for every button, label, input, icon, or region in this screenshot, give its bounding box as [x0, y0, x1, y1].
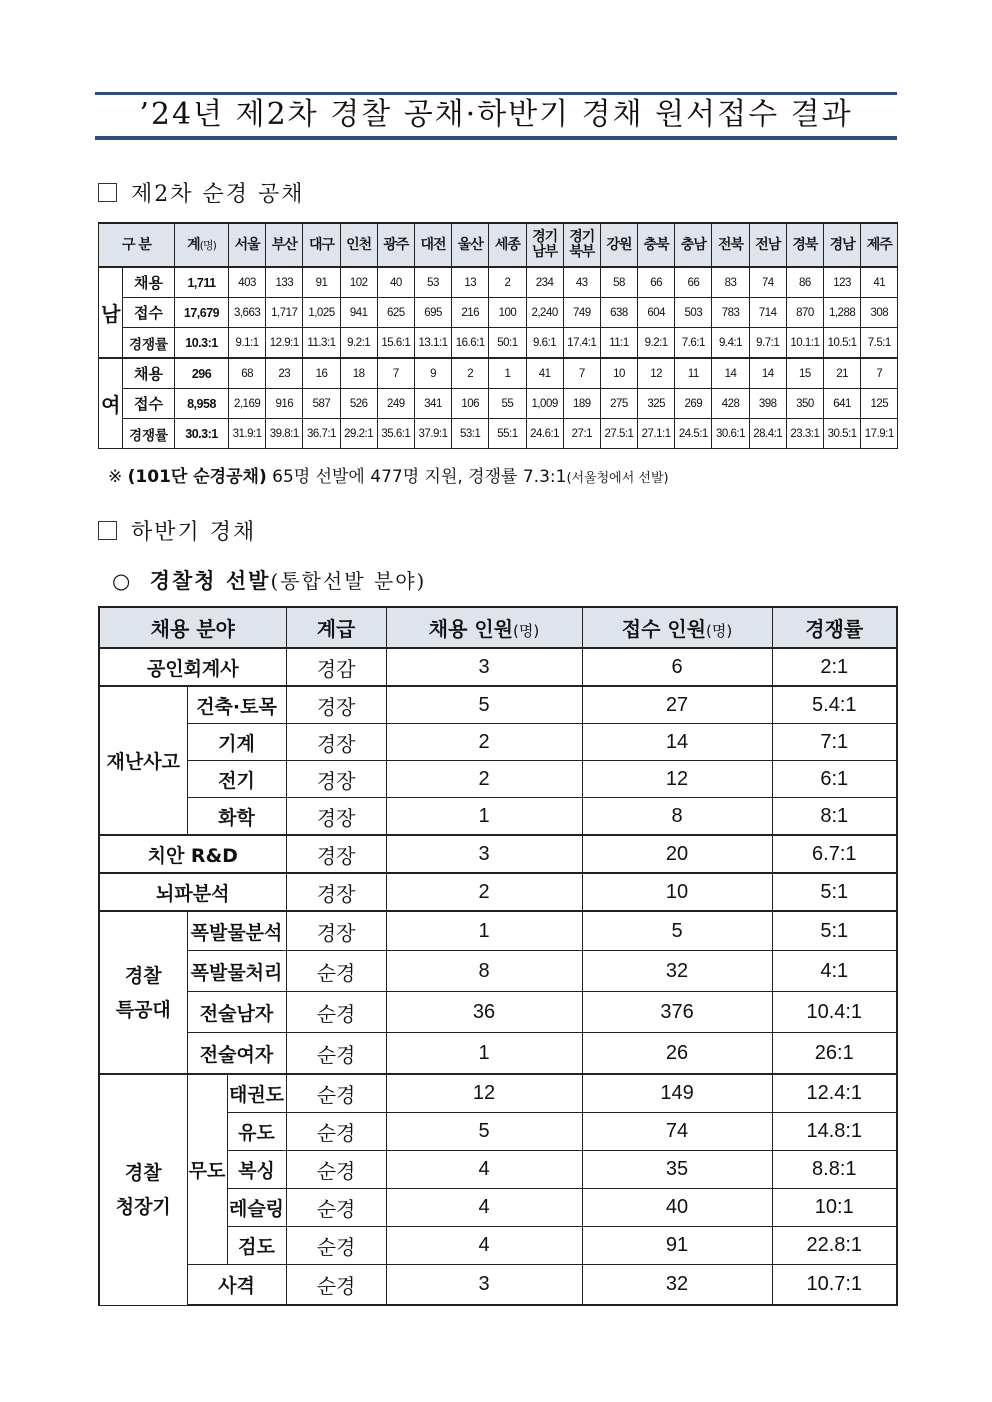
table-cell: 870 [786, 298, 823, 328]
grade-cell: 순경 [286, 951, 386, 992]
total-cell: 296 [175, 358, 229, 389]
field-cell: 사격 [187, 1265, 286, 1306]
table-cell: 783 [712, 298, 749, 328]
table-row [99, 686, 897, 724]
apply-cell: 74 [582, 1113, 772, 1151]
table-cell: 23.3:1 [786, 419, 823, 449]
table-row [99, 951, 897, 992]
table-row [99, 389, 898, 419]
hire-cell: 1 [386, 798, 582, 836]
table-cell: 53 [414, 267, 451, 298]
table-cell: 1,288 [824, 298, 861, 328]
ratio-cell: 7:1 [772, 724, 897, 761]
header-hire-label: 채용 인원 [428, 617, 514, 641]
table-cell: 30.5:1 [824, 419, 861, 449]
table-cell: 17.4:1 [563, 328, 600, 359]
table-cell: 398 [749, 389, 786, 419]
table-cell: 27.5:1 [600, 419, 637, 449]
header-total [175, 223, 229, 267]
apply-cell: 20 [582, 835, 772, 873]
table-cell: 941 [340, 298, 377, 328]
header-total-unit: (명) [199, 238, 216, 252]
table-cell: 714 [749, 298, 786, 328]
hire-cell: 5 [386, 686, 582, 724]
table-cell: 2,169 [229, 389, 266, 419]
table-cell: 30.6:1 [712, 419, 749, 449]
table-cell: 17.9:1 [861, 419, 898, 449]
ratio-cell: 10:1 [772, 1189, 897, 1227]
grade-cell: 경장 [286, 686, 386, 724]
table-cell: 106 [452, 389, 489, 419]
table-cell: 28.4:1 [749, 419, 786, 449]
table-cell: 133 [266, 267, 303, 298]
table-cell: 100 [489, 298, 526, 328]
header-region: 충북 [638, 223, 675, 267]
hire-cell: 2 [386, 761, 582, 798]
note-mark: ※ [108, 467, 123, 487]
apply-cell: 27 [582, 686, 772, 724]
table-cell: 123 [824, 267, 861, 298]
total-cell: 1,711 [175, 267, 229, 298]
table-cell: 308 [861, 298, 898, 328]
table-cell: 83 [712, 267, 749, 298]
table-row [99, 648, 897, 686]
apply-cell: 10 [582, 873, 772, 911]
field-cell: 폭발물처리 [187, 951, 286, 992]
table-cell: 341 [414, 389, 451, 419]
ratio-cell: 14.8:1 [772, 1113, 897, 1151]
table-cell: 428 [712, 389, 749, 419]
header-hire [386, 607, 582, 648]
table-cell: 11 [675, 358, 712, 389]
table-cell: 102 [340, 267, 377, 298]
grade-cell: 순경 [286, 1113, 386, 1151]
apply-cell: 376 [582, 992, 772, 1033]
ratio-cell: 5:1 [772, 911, 897, 951]
table-cell: 27:1 [563, 419, 600, 449]
field-cell: 레슬링 [227, 1189, 286, 1227]
ratio-cell: 8:1 [772, 798, 897, 836]
grade-cell: 순경 [286, 1033, 386, 1075]
ratio-cell: 10.4:1 [772, 992, 897, 1033]
table-cell: 13 [452, 267, 489, 298]
hire-cell: 3 [386, 835, 582, 873]
table-cell: 58 [600, 267, 637, 298]
table-row [99, 267, 898, 298]
table-cell: 189 [563, 389, 600, 419]
total-cell: 17,679 [175, 298, 229, 328]
grade-cell: 경장 [286, 798, 386, 836]
checkbox-square-icon [98, 521, 117, 540]
table-cell: 2,240 [526, 298, 563, 328]
header-field: 채용 분야 [99, 607, 286, 648]
table-cell: 43 [563, 267, 600, 298]
hire-cell: 1 [386, 1033, 582, 1075]
note-small: (서울청에서 선발) [566, 471, 669, 486]
table-cell: 53:1 [452, 419, 489, 449]
field-cell: 건축·토목 [187, 686, 286, 724]
table-cell: 625 [377, 298, 414, 328]
apply-cell: 12 [582, 761, 772, 798]
header-grade: 계급 [286, 607, 386, 648]
field-cell: 치안 R&D [99, 835, 286, 873]
hire-cell: 4 [386, 1151, 582, 1189]
table-cell: 37.9:1 [414, 419, 451, 449]
table-cell: 13.1:1 [414, 328, 451, 359]
table-cell: 41 [861, 267, 898, 298]
field-cell: 기계 [187, 724, 286, 761]
header-apply [582, 607, 772, 648]
gender-label: 여 [99, 358, 123, 449]
table-cell: 55:1 [489, 419, 526, 449]
table-cell: 24.5:1 [675, 419, 712, 449]
table-cell: 350 [786, 389, 823, 419]
hire-cell: 8 [386, 951, 582, 992]
hire-cell: 2 [386, 873, 582, 911]
table-cell: 14 [749, 358, 786, 389]
header-region: 경기 북부 [563, 223, 600, 267]
row-label: 경쟁률 [123, 328, 175, 359]
checkbox-square-icon [98, 183, 117, 202]
group-cell: 경찰 특공대 [99, 911, 187, 1074]
table-row [99, 992, 897, 1033]
header-region: 전남 [749, 223, 786, 267]
table-cell: 1,009 [526, 389, 563, 419]
table-cell: 638 [600, 298, 637, 328]
row-label: 접수 [123, 389, 175, 419]
group-cell: 경찰 청장기 [99, 1074, 187, 1305]
apply-cell: 6 [582, 648, 772, 686]
field-cell: 뇌파분석 [99, 873, 286, 911]
table-cell: 12 [638, 358, 675, 389]
table-cell: 10.5:1 [824, 328, 861, 359]
table-cell: 503 [675, 298, 712, 328]
grade-cell: 경장 [286, 911, 386, 951]
row-label: 채용 [123, 358, 175, 389]
field-cell: 복싱 [227, 1151, 286, 1189]
field-cell: 유도 [227, 1113, 286, 1151]
note-bold: (101단 순경공채) [127, 467, 267, 487]
total-cell: 8,958 [175, 389, 229, 419]
table-cell: 9 [414, 358, 451, 389]
subgroup-cell: 무도 [187, 1074, 227, 1265]
table-cell: 3,663 [229, 298, 266, 328]
ratio-cell: 5:1 [772, 873, 897, 911]
ratio-cell: 26:1 [772, 1033, 897, 1075]
table-cell: 526 [340, 389, 377, 419]
open-recruit-table [98, 222, 898, 449]
table-row [99, 1033, 897, 1075]
hire-cell: 4 [386, 1227, 582, 1265]
table-cell: 1 [489, 358, 526, 389]
row-label: 경쟁률 [123, 419, 175, 449]
table-row [99, 358, 898, 389]
hire-cell: 1 [386, 911, 582, 951]
table-header-row [99, 607, 897, 648]
table-cell: 269 [675, 389, 712, 419]
grade-cell: 순경 [286, 1265, 386, 1306]
table-cell: 29.2:1 [340, 419, 377, 449]
grade-cell: 경장 [286, 835, 386, 873]
table-cell: 23 [266, 358, 303, 389]
table-row [99, 911, 897, 951]
table-cell: 91 [303, 267, 340, 298]
table-cell: 10 [600, 358, 637, 389]
group-cell: 재난사고 [99, 686, 187, 835]
section2-heading [98, 515, 256, 546]
table-cell: 916 [266, 389, 303, 419]
table-cell: 27.1:1 [638, 419, 675, 449]
section1-heading-text: 제2차 순경 공채 [131, 182, 305, 207]
grade-cell: 순경 [286, 1151, 386, 1189]
table-cell: 9.2:1 [638, 328, 675, 359]
table-row [99, 1265, 897, 1306]
apply-cell: 8 [582, 798, 772, 836]
subsection-bold: 경찰청 선발 [149, 569, 271, 593]
hire-cell: 5 [386, 1113, 582, 1151]
table-cell: 7 [563, 358, 600, 389]
header-hire-unit: (명) [513, 622, 540, 640]
table-row [99, 798, 897, 836]
table-cell: 216 [452, 298, 489, 328]
table-cell: 66 [675, 267, 712, 298]
field-cell: 화학 [187, 798, 286, 836]
grade-cell: 경장 [286, 761, 386, 798]
grade-cell: 순경 [286, 1227, 386, 1265]
note [108, 462, 669, 487]
table-cell: 11:1 [600, 328, 637, 359]
table-cell: 9.7:1 [749, 328, 786, 359]
table-row [99, 724, 897, 761]
ratio-cell: 6:1 [772, 761, 897, 798]
table-cell: 403 [229, 267, 266, 298]
table-cell: 7.6:1 [675, 328, 712, 359]
row-label: 채용 [123, 267, 175, 298]
table-cell: 9.6:1 [526, 328, 563, 359]
table-cell: 1,717 [266, 298, 303, 328]
gender-label: 남 [99, 267, 123, 358]
table-cell: 15.6:1 [377, 328, 414, 359]
table-cell: 9.4:1 [712, 328, 749, 359]
table-row [99, 419, 898, 449]
subsection-heading [112, 565, 426, 595]
grade-cell: 경감 [286, 648, 386, 686]
header-region: 제주 [861, 223, 898, 267]
table-cell: 68 [229, 358, 266, 389]
table-cell: 12.9:1 [266, 328, 303, 359]
subsection-paren: (통합선발 분야) [270, 569, 427, 593]
header-region: 대구 [303, 223, 340, 267]
apply-cell: 32 [582, 951, 772, 992]
table-cell: 9.2:1 [340, 328, 377, 359]
table-cell: 695 [414, 298, 451, 328]
field-cell: 검도 [227, 1227, 286, 1265]
table-cell: 15 [786, 358, 823, 389]
table-cell: 36.7:1 [303, 419, 340, 449]
header-region: 서울 [229, 223, 266, 267]
row-label: 접수 [123, 298, 175, 328]
table-cell: 39.8:1 [266, 419, 303, 449]
table-cell: 16 [303, 358, 340, 389]
table-cell: 21 [824, 358, 861, 389]
table-row [99, 298, 898, 328]
apply-cell: 14 [582, 724, 772, 761]
table-cell: 641 [824, 389, 861, 419]
table-cell: 7 [861, 358, 898, 389]
ratio-cell: 10.7:1 [772, 1265, 897, 1306]
header-ratio: 경쟁률 [772, 607, 897, 648]
table-cell: 74 [749, 267, 786, 298]
hire-cell: 36 [386, 992, 582, 1033]
ratio-cell: 22.8:1 [772, 1227, 897, 1265]
table-cell: 275 [600, 389, 637, 419]
header-region: 경기 남부 [526, 223, 563, 267]
table-cell: 749 [563, 298, 600, 328]
hire-cell: 4 [386, 1189, 582, 1227]
ratio-cell: 12.4:1 [772, 1074, 897, 1113]
header-region: 광주 [377, 223, 414, 267]
header-region: 울산 [452, 223, 489, 267]
total-cell: 30.3:1 [175, 419, 229, 449]
table-cell: 587 [303, 389, 340, 419]
table-cell: 66 [638, 267, 675, 298]
grade-cell: 순경 [286, 1074, 386, 1113]
header-region: 경남 [824, 223, 861, 267]
table-cell: 41 [526, 358, 563, 389]
section1-heading [98, 177, 305, 208]
table-cell: 7 [377, 358, 414, 389]
table-cell: 16.6:1 [452, 328, 489, 359]
apply-cell: 91 [582, 1227, 772, 1265]
hire-cell: 12 [386, 1074, 582, 1113]
header-region: 충남 [675, 223, 712, 267]
field-cell: 전술남자 [187, 992, 286, 1033]
field-cell: 폭발물분석 [187, 911, 286, 951]
table-cell: 10.1:1 [786, 328, 823, 359]
table-cell: 2 [489, 267, 526, 298]
grade-cell: 경장 [286, 724, 386, 761]
career-recruit-table [98, 606, 898, 1306]
table-cell: 50:1 [489, 328, 526, 359]
table-cell: 125 [861, 389, 898, 419]
header-region: 인천 [340, 223, 377, 267]
section2-heading-text: 하반기 경채 [131, 520, 257, 545]
header-gubun: 구 분 [99, 223, 175, 267]
apply-cell: 5 [582, 911, 772, 951]
circle-bullet: ○ [112, 569, 133, 593]
header-apply-unit: (명) [706, 622, 733, 640]
ratio-cell: 8.8:1 [772, 1151, 897, 1189]
field-cell: 태권도 [227, 1074, 286, 1113]
table-cell: 7.5:1 [861, 328, 898, 359]
header-apply-label: 접수 인원 [621, 617, 707, 641]
ratio-cell: 2:1 [772, 648, 897, 686]
hire-cell: 2 [386, 724, 582, 761]
apply-cell: 26 [582, 1033, 772, 1075]
table-cell: 604 [638, 298, 675, 328]
ratio-cell: 4:1 [772, 951, 897, 992]
field-cell: 공인회계사 [99, 648, 286, 686]
note-text: 65명 선발에 477명 지원, 경쟁률 7.3:1 [266, 467, 567, 487]
table-cell: 9.1:1 [229, 328, 266, 359]
apply-cell: 40 [582, 1189, 772, 1227]
table-cell: 55 [489, 389, 526, 419]
apply-cell: 35 [582, 1151, 772, 1189]
table-cell: 325 [638, 389, 675, 419]
table-cell: 234 [526, 267, 563, 298]
table-cell: 35.6:1 [377, 419, 414, 449]
ratio-cell: 5.4:1 [772, 686, 897, 724]
table-cell: 11.3:1 [303, 328, 340, 359]
table-cell: 2 [452, 358, 489, 389]
table-cell: 1,025 [303, 298, 340, 328]
table-row [99, 873, 897, 911]
table-cell: 31.9:1 [229, 419, 266, 449]
header-total-label: 계 [187, 236, 200, 253]
header-region: 강원 [600, 223, 637, 267]
table-cell: 18 [340, 358, 377, 389]
header-region: 대전 [414, 223, 451, 267]
table-cell: 86 [786, 267, 823, 298]
header-region: 부산 [266, 223, 303, 267]
ratio-cell: 6.7:1 [772, 835, 897, 873]
table-row [99, 328, 898, 359]
table-header-row [99, 223, 898, 267]
field-cell: 전기 [187, 761, 286, 798]
grade-cell: 순경 [286, 1189, 386, 1227]
total-cell: 10.3:1 [175, 328, 229, 359]
page-title: ’24년 제2차 경찰 공채·하반기 경채 원서접수 결과 [95, 92, 897, 140]
table-row [99, 835, 897, 873]
header-region: 전북 [712, 223, 749, 267]
table-row [99, 761, 897, 798]
table-cell: 24.6:1 [526, 419, 563, 449]
hire-cell: 3 [386, 1265, 582, 1306]
apply-cell: 32 [582, 1265, 772, 1306]
hire-cell: 3 [386, 648, 582, 686]
table-cell: 40 [377, 267, 414, 298]
grade-cell: 경장 [286, 873, 386, 911]
field-cell: 전술여자 [187, 1033, 286, 1075]
table-row [99, 1074, 897, 1113]
header-region: 경북 [786, 223, 823, 267]
table-cell: 14 [712, 358, 749, 389]
apply-cell: 149 [582, 1074, 772, 1113]
table-cell: 249 [377, 389, 414, 419]
grade-cell: 순경 [286, 992, 386, 1033]
header-region: 세종 [489, 223, 526, 267]
